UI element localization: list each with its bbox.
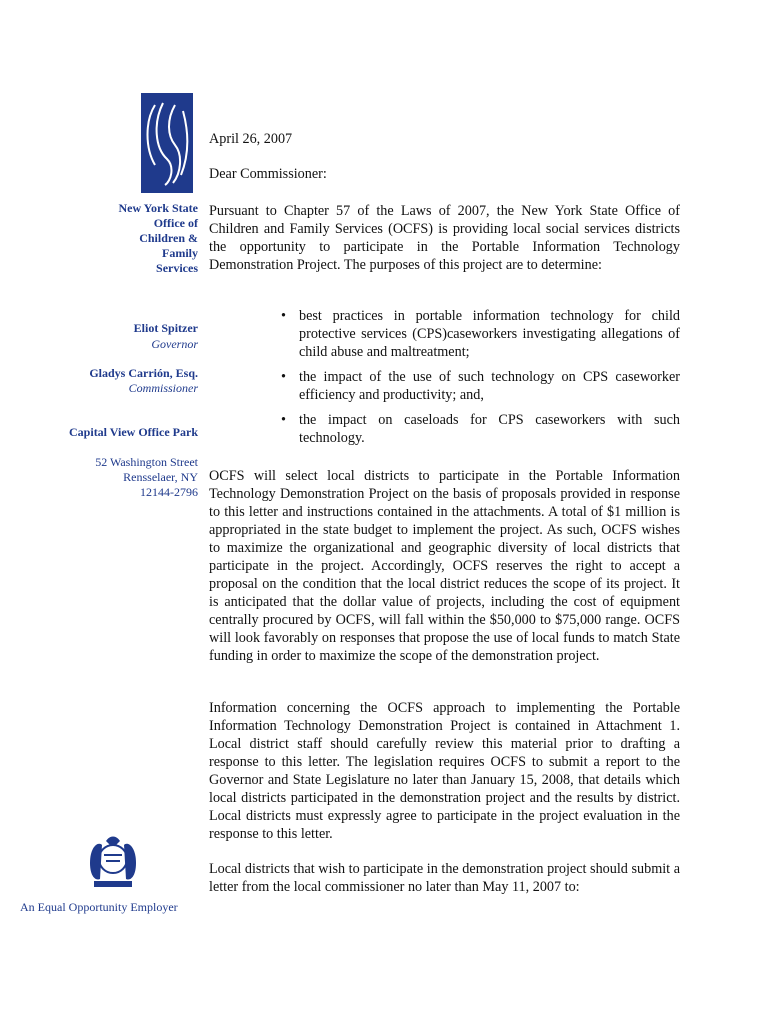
paragraph-intro: Pursuant to Chapter 57 of the Laws of 2007, the New York State Office of Children and Family Services (OCFS) is providing local social services districts the opportunity to participate in the Portable Information Technology Demonstration Project. The purposes of this project are to determine: bbox=[209, 203, 680, 273]
purpose-list bbox=[209, 307, 680, 454]
salutation: Dear Commissioner: bbox=[209, 166, 327, 182]
list-item bbox=[209, 411, 680, 447]
ocfs-logo bbox=[141, 93, 193, 193]
agency-name bbox=[118, 201, 198, 276]
paragraph-submission: Local districts that wish to participate in the demonstration project should submit a letter from the local commissioner no later than May 11, 2007 to: bbox=[209, 861, 680, 895]
address bbox=[95, 455, 198, 500]
paragraph-information: Information concerning the OCFS approach to implementing the Portable Information Technology Demonstration Project is contained in Attachment 1. Local district staff should carefully review this material prior to drafting a response to this letter. The legislation requires OCFS to submit a report to the Governor and State Legislature no later than January 15, 2008, that details which local districts participated in the demonstration project and the results by district. Local districts must expressly agree to participate in the project evaluation in the response to this letter. bbox=[209, 700, 680, 842]
agency-line: Services bbox=[156, 261, 198, 275]
commissioner-name: Gladys Carrión, Esq. bbox=[89, 366, 198, 380]
letter-date: April 26, 2007 bbox=[209, 131, 293, 147]
paragraph-selection: OCFS will select local districts to participate in the Portable Information Technology Demonstration Project on the basis of proposals provided in response to this letter and instructions contained in the attachments. A total of $1 million is appropriated in the state budget to implement the project. As such, OCFS wishes to maximize the organizational and geographic diversity of local districts that participate in the project. Accordingly, OCFS reserves the right to accept a proposal on the condition that the local district reduces the scope of its project. It is anticipated that the dollar value of projects, including the cost of equipment centrally procured by OCFS, will fall within the $50,000 to $75,000 range. OCFS will look favorably on responses that propose the use of local funds to match State funding in order to maximize the scope of the demonstration project. bbox=[209, 468, 680, 664]
agency-line: New York State bbox=[118, 201, 198, 215]
commissioner-title: Commissioner bbox=[128, 381, 198, 395]
list-item-text: the impact of the use of such technology on CPS caseworker efficiency and productivity; and, bbox=[299, 369, 680, 403]
list-item bbox=[209, 307, 680, 361]
bullet-icon: • bbox=[281, 308, 286, 324]
bullet-icon: • bbox=[281, 369, 286, 385]
list-item-text: the impact on caseloads for CPS caseworkers with such technology. bbox=[299, 412, 680, 446]
address-line: 52 Washington Street bbox=[95, 455, 198, 469]
state-seal-icon bbox=[82, 833, 144, 893]
agency-line: Family bbox=[162, 246, 198, 260]
list-item bbox=[209, 368, 680, 404]
equal-opportunity-footer: An Equal Opportunity Employer bbox=[20, 900, 178, 914]
address-line: 12144-2796 bbox=[140, 485, 198, 499]
address-line: Rensselaer, NY bbox=[123, 470, 198, 484]
governor-name: Eliot Spitzer bbox=[133, 321, 198, 335]
governor-title: Governor bbox=[151, 337, 198, 351]
bullet-icon: • bbox=[281, 412, 286, 428]
office-park: Capital View Office Park bbox=[69, 425, 198, 439]
agency-line: Children & bbox=[139, 231, 198, 245]
list-item-text: best practices in portable information technology for child protective services (CPS)caseworkers investigating allegations of child abuse and maltreatment; bbox=[299, 308, 680, 360]
agency-line: Office of bbox=[153, 216, 198, 230]
